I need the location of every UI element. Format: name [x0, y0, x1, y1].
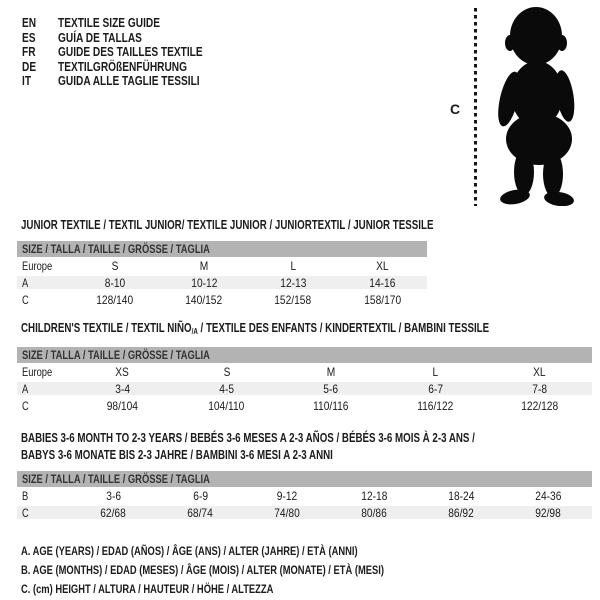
- table-row: [17, 504, 592, 521]
- table-row-label-text: B: [22, 488, 29, 503]
- table-cell: [488, 382, 592, 396]
- table-cell: [174, 399, 278, 413]
- table-cell: [505, 506, 592, 520]
- table-size-header: [17, 471, 592, 487]
- table-row-label-text: C: [22, 292, 29, 307]
- size-table: [17, 347, 592, 414]
- table-cell-text: L: [290, 258, 296, 273]
- language-code-text: ES: [22, 29, 36, 45]
- table-cell: [488, 365, 592, 379]
- table-title: [21, 217, 592, 234]
- table-cell-text: 86/92: [448, 505, 475, 520]
- language-code: [22, 16, 58, 31]
- table-cell: [383, 365, 487, 379]
- height-measure-dashed-line: [474, 8, 477, 206]
- table-cell-text: 140/152: [185, 292, 223, 307]
- table-cell: [70, 259, 159, 273]
- table-cell-text: 104/110: [208, 398, 245, 413]
- table-row-label-text: C: [22, 505, 29, 520]
- table-cell: [70, 399, 174, 413]
- language-code-text: EN: [22, 15, 37, 30]
- table-cell: [383, 382, 487, 396]
- language-row: [22, 74, 243, 89]
- language-code: [22, 60, 58, 75]
- table-cell-text: 12-13: [280, 275, 307, 290]
- language-label: GUÍA DE TALLAS: [58, 29, 142, 45]
- table-cell: [159, 293, 248, 307]
- table-row-label-text: Europe: [22, 364, 53, 379]
- table-cell-text: 110/116: [313, 398, 349, 413]
- language-code-text: FR: [22, 44, 36, 59]
- size-tables: [17, 217, 592, 599]
- table-cell: [505, 489, 592, 503]
- table-cell-text: 7-8: [532, 381, 548, 396]
- table-row-label-text: A: [22, 381, 29, 396]
- table-row-label: [17, 259, 70, 273]
- table-title: [21, 430, 592, 447]
- table-size-header-text: SIZE / TALLA / TAILLE / GRÖSSE / TAGLIA: [22, 472, 210, 486]
- size-table: [17, 241, 427, 308]
- table-cell-text: 6-9: [193, 488, 208, 503]
- table-row: [17, 274, 427, 291]
- table-cell-text: XS: [115, 364, 130, 379]
- table-cell: [159, 259, 248, 273]
- table-cell-text: M: [199, 258, 209, 273]
- table-cell-text: 9-12: [277, 488, 298, 503]
- table-title-part: CHILDREN'S TEXTILE / TEXTIL NIÑO: [21, 321, 192, 335]
- language-label: TEXTILE SIZE GUIDE: [58, 15, 160, 30]
- table-row-label: [17, 382, 70, 396]
- table-row-label-text: Europe: [22, 258, 53, 273]
- table-cell-text: XL: [376, 258, 389, 273]
- table-row: [17, 397, 592, 414]
- footnote-line: [21, 580, 592, 599]
- table-cell: [418, 506, 505, 520]
- language-label: GUIDA ALLE TAGLIE TESSILI: [58, 73, 200, 88]
- table-cell: [174, 382, 278, 396]
- table-cell: [488, 399, 592, 413]
- table-row-label: [17, 489, 70, 503]
- table-cell: [249, 259, 338, 273]
- table-cell: [383, 399, 487, 413]
- size-table: [17, 471, 592, 521]
- language-code-text: IT: [22, 73, 32, 88]
- table-cell-text: 18-24: [448, 488, 475, 503]
- size-table-section: [17, 320, 592, 414]
- table-cell-text: 6-7: [428, 381, 443, 396]
- language-row: [22, 31, 243, 46]
- table-cell: [70, 489, 157, 503]
- table-cell: [418, 489, 505, 503]
- table-cell: [70, 506, 157, 520]
- table-cell: [70, 382, 174, 396]
- table-cell: [244, 506, 331, 520]
- table-title-part: / TEXTILE DES ENFANTS / KINDERTEXTIL / BAMBINI TESSILE: [197, 321, 490, 335]
- table-row-label-text: C: [22, 398, 29, 413]
- table-cell: [331, 489, 418, 503]
- size-table-section: [17, 217, 592, 308]
- table-title-text: [21, 447, 333, 464]
- footnote-line: [21, 542, 592, 561]
- language-list: [22, 16, 243, 89]
- table-title-subscript: /A: [191, 327, 198, 336]
- table-cell: [279, 382, 383, 396]
- table-cell-text: L: [432, 364, 439, 379]
- table-cell: [70, 276, 159, 290]
- table-cell: [279, 399, 383, 413]
- table-cell-text: 4-5: [219, 381, 234, 396]
- size-table-section: [17, 430, 592, 521]
- table-row: [17, 487, 592, 504]
- table-row-label: [17, 365, 70, 379]
- table-cell-text: 122/128: [521, 398, 559, 413]
- table-cell: [157, 489, 244, 503]
- table-cell-text: 3-4: [114, 381, 130, 396]
- language-code: [22, 31, 58, 46]
- language-code: [22, 74, 58, 89]
- table-cell-text: M: [326, 364, 336, 379]
- table-cell-text: 128/140: [96, 292, 134, 307]
- footnote-text: A. AGE (YEARS) / EDAD (AÑOS) / ÂGE (ANS) / ALTER (JAHRE) / ETÀ (ANNI): [21, 544, 358, 558]
- table-cell: [249, 276, 338, 290]
- table-title: [21, 320, 592, 340]
- table-cell-text: 80/86: [361, 505, 388, 520]
- table-title-text: [21, 320, 489, 340]
- table-size-header-text: SIZE / TALLA / TAILLE / GRÖSSE / TAGLIA: [22, 348, 210, 362]
- table-cell-text: 116/122: [417, 398, 454, 413]
- table-cell: [338, 293, 427, 307]
- table-size-header: [17, 241, 427, 257]
- table-row-label: [17, 276, 70, 290]
- footnote-line: [21, 561, 592, 580]
- table-cell-text: S: [111, 258, 119, 273]
- table-cell-text: 74/80: [274, 505, 301, 520]
- table-row-label: [17, 399, 70, 413]
- baby-silhouette-icon: [482, 6, 594, 206]
- table-title-text: [21, 430, 475, 447]
- table-row-label: [17, 506, 70, 520]
- table-cell-text: 152/158: [274, 292, 312, 307]
- table-cell-text: 12-18: [361, 488, 388, 503]
- language-label: GUIDE DES TAILLES TEXTILE: [58, 44, 203, 59]
- table-row: [17, 257, 427, 274]
- table-title-part: JUNIOR TEXTILE / TEXTIL JUNIOR/ TEXTILE JUNIOR / JUNIORTEXTIL / JUNIOR TESSILE: [21, 218, 434, 232]
- table-cell-text: S: [223, 364, 231, 379]
- table-row: [17, 380, 592, 397]
- table-row-label: [17, 293, 70, 307]
- table-title-part: BABIES 3-6 MONTH TO 2-3 YEARS / BEBÉS 3-6 MESES A 2-3 AÑOS / BÉBÉS 3-6 MOIS À 2-3 ANS /: [21, 431, 475, 445]
- table-cell: [249, 293, 338, 307]
- table-cell-text: 14-16: [369, 275, 396, 290]
- footnote-text: C. (cm) HEIGHT / ALTURA / HAUTEUR / HÖHE / ALTEZZA: [21, 582, 274, 596]
- table-cell-text: 98/104: [106, 398, 138, 413]
- table-cell-text: 8-10: [104, 275, 125, 290]
- language-row: [22, 16, 243, 31]
- table-cell: [244, 489, 331, 503]
- table-cell-text: 68/74: [187, 505, 214, 520]
- table-cell-text: 3-6: [106, 488, 121, 503]
- table-cell-text: 62/68: [100, 505, 127, 520]
- table-cell: [157, 506, 244, 520]
- table-cell-text: 5-6: [323, 381, 339, 396]
- table-title: [21, 447, 592, 464]
- table-cell-text: 10-12: [190, 275, 217, 290]
- table-cell: [331, 506, 418, 520]
- language-label: TEXTILGRÖßENFÜHRUNG: [58, 58, 188, 74]
- table-size-header: [17, 347, 592, 363]
- table-cell: [279, 365, 383, 379]
- table-size-header-text: SIZE / TALLA / TAILLE / GRÖSSE / TAGLIA: [22, 242, 210, 256]
- table-title-text: [21, 217, 433, 234]
- table-cell-text: 92/98: [535, 505, 562, 520]
- table-cell: [70, 365, 174, 379]
- language-row: [22, 60, 243, 75]
- language-code-text: DE: [22, 58, 37, 74]
- table-cell: [338, 276, 427, 290]
- table-cell: [159, 276, 248, 290]
- table-cell-text: 158/170: [363, 292, 401, 307]
- table-cell: [338, 259, 427, 273]
- table-row: [17, 291, 427, 308]
- table-row-label-text: A: [22, 275, 29, 290]
- footnotes: [21, 542, 592, 599]
- table-cell-text: 24-36: [535, 488, 562, 503]
- table-cell: [70, 293, 159, 307]
- figure-measure-label: C: [450, 101, 461, 117]
- language-code: [22, 45, 58, 60]
- language-row: [22, 45, 243, 60]
- footnote-text: B. AGE (MONTHS) / EDAD (MESES) / ÂGE (MOIS) / ALTER (MONATE) / ETÀ (MESI): [21, 563, 384, 577]
- table-cell-text: XL: [533, 364, 547, 379]
- table-row: [17, 363, 592, 380]
- table-cell: [174, 365, 278, 379]
- table-title-part: BABYS 3-6 MONATE BIS 2-3 JAHRE / BAMBINI 3-6 MESI A 2-3 ANNI: [21, 448, 333, 462]
